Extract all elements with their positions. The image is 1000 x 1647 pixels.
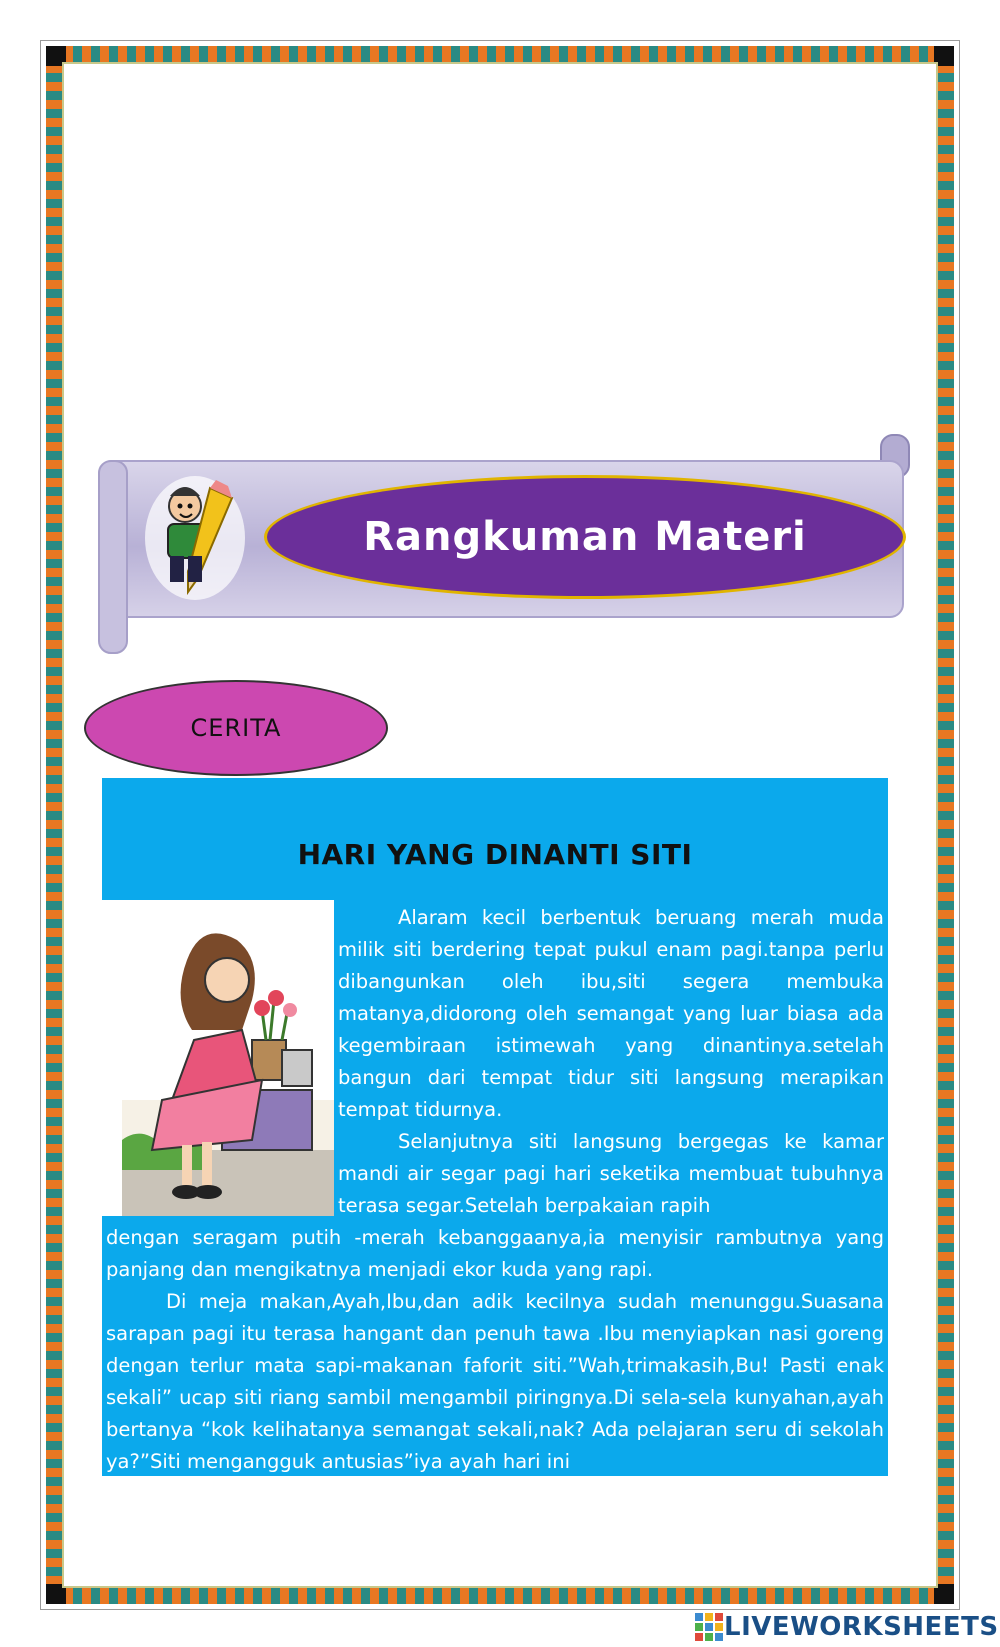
story-title: HARI YANG DINANTI SITI [297, 838, 693, 871]
girl-watering-flowers-illustration [102, 900, 334, 1216]
liveworksheets-logo [694, 1610, 999, 1644]
banner-title: Rangkuman Materi [363, 514, 807, 560]
section-label-oval [84, 680, 388, 776]
pencil-mascot-icon [140, 468, 250, 608]
liveworksheets-logo-icon [694, 1612, 724, 1642]
girl-illustration-icon [102, 900, 334, 1216]
scroll-curl-left [98, 460, 128, 654]
story-text-full-width [106, 1222, 884, 1478]
banner-title-oval [264, 475, 906, 599]
story-paragraph-2-start: Selanjutnya siti langsung bergegas ke kamar mandi air segar pagi hari seketika membuat tubuhnya terasa segar.Setelah berpakaian rapih [338, 1130, 884, 1217]
story-paragraph-3: Di meja makan,Ayah,Ibu,dan adik kecilnya sudah menunggu.Suasana sarapan pagi itu terasa hangant dan penuh tawa .Ibu menyiapkan nasi goreng dengan terlur mata sapi-makanan faforit siti.”Wah,trimakasih,Bu! Pasti enak sekali” ucap siti riang sambil mengambil piringnya.Di sela-sela kunyahan,ayah bertanya “kok kelihatanya semangat sekali,nak? Ada pelajaran seru di sekolah ya?”Siti mengangguk antusias”iya ayah hari ini [106, 1290, 884, 1473]
story-text-right-column [338, 902, 884, 1222]
decorative-border-left [46, 46, 62, 1604]
story-paragraph-2-end: dengan seragam putih -merah kebanggaanya,ia menyisir rambutnya yang panjang dan mengikatnya menjadi ekor kuda yang rapi. [106, 1226, 884, 1281]
liveworksheets-wordmark: LIVEWORKSHEETS [724, 1612, 999, 1642]
story-paragraph-1: Alaram kecil berbentuk beruang merah muda milik siti berdering tepat pukul enam pagi.tanpa perlu dibangunkan oleh ibu,siti segera membuka matanya,didorong oleh semangat yang luar biasa ada kegembiraan istimewah yang dinantinya.setelah bangun dari tempat tidur siti langsung merapikan tempat tidurnya. [338, 906, 884, 1121]
section-label: CERITA [190, 714, 282, 742]
decorative-border-right [938, 46, 954, 1604]
